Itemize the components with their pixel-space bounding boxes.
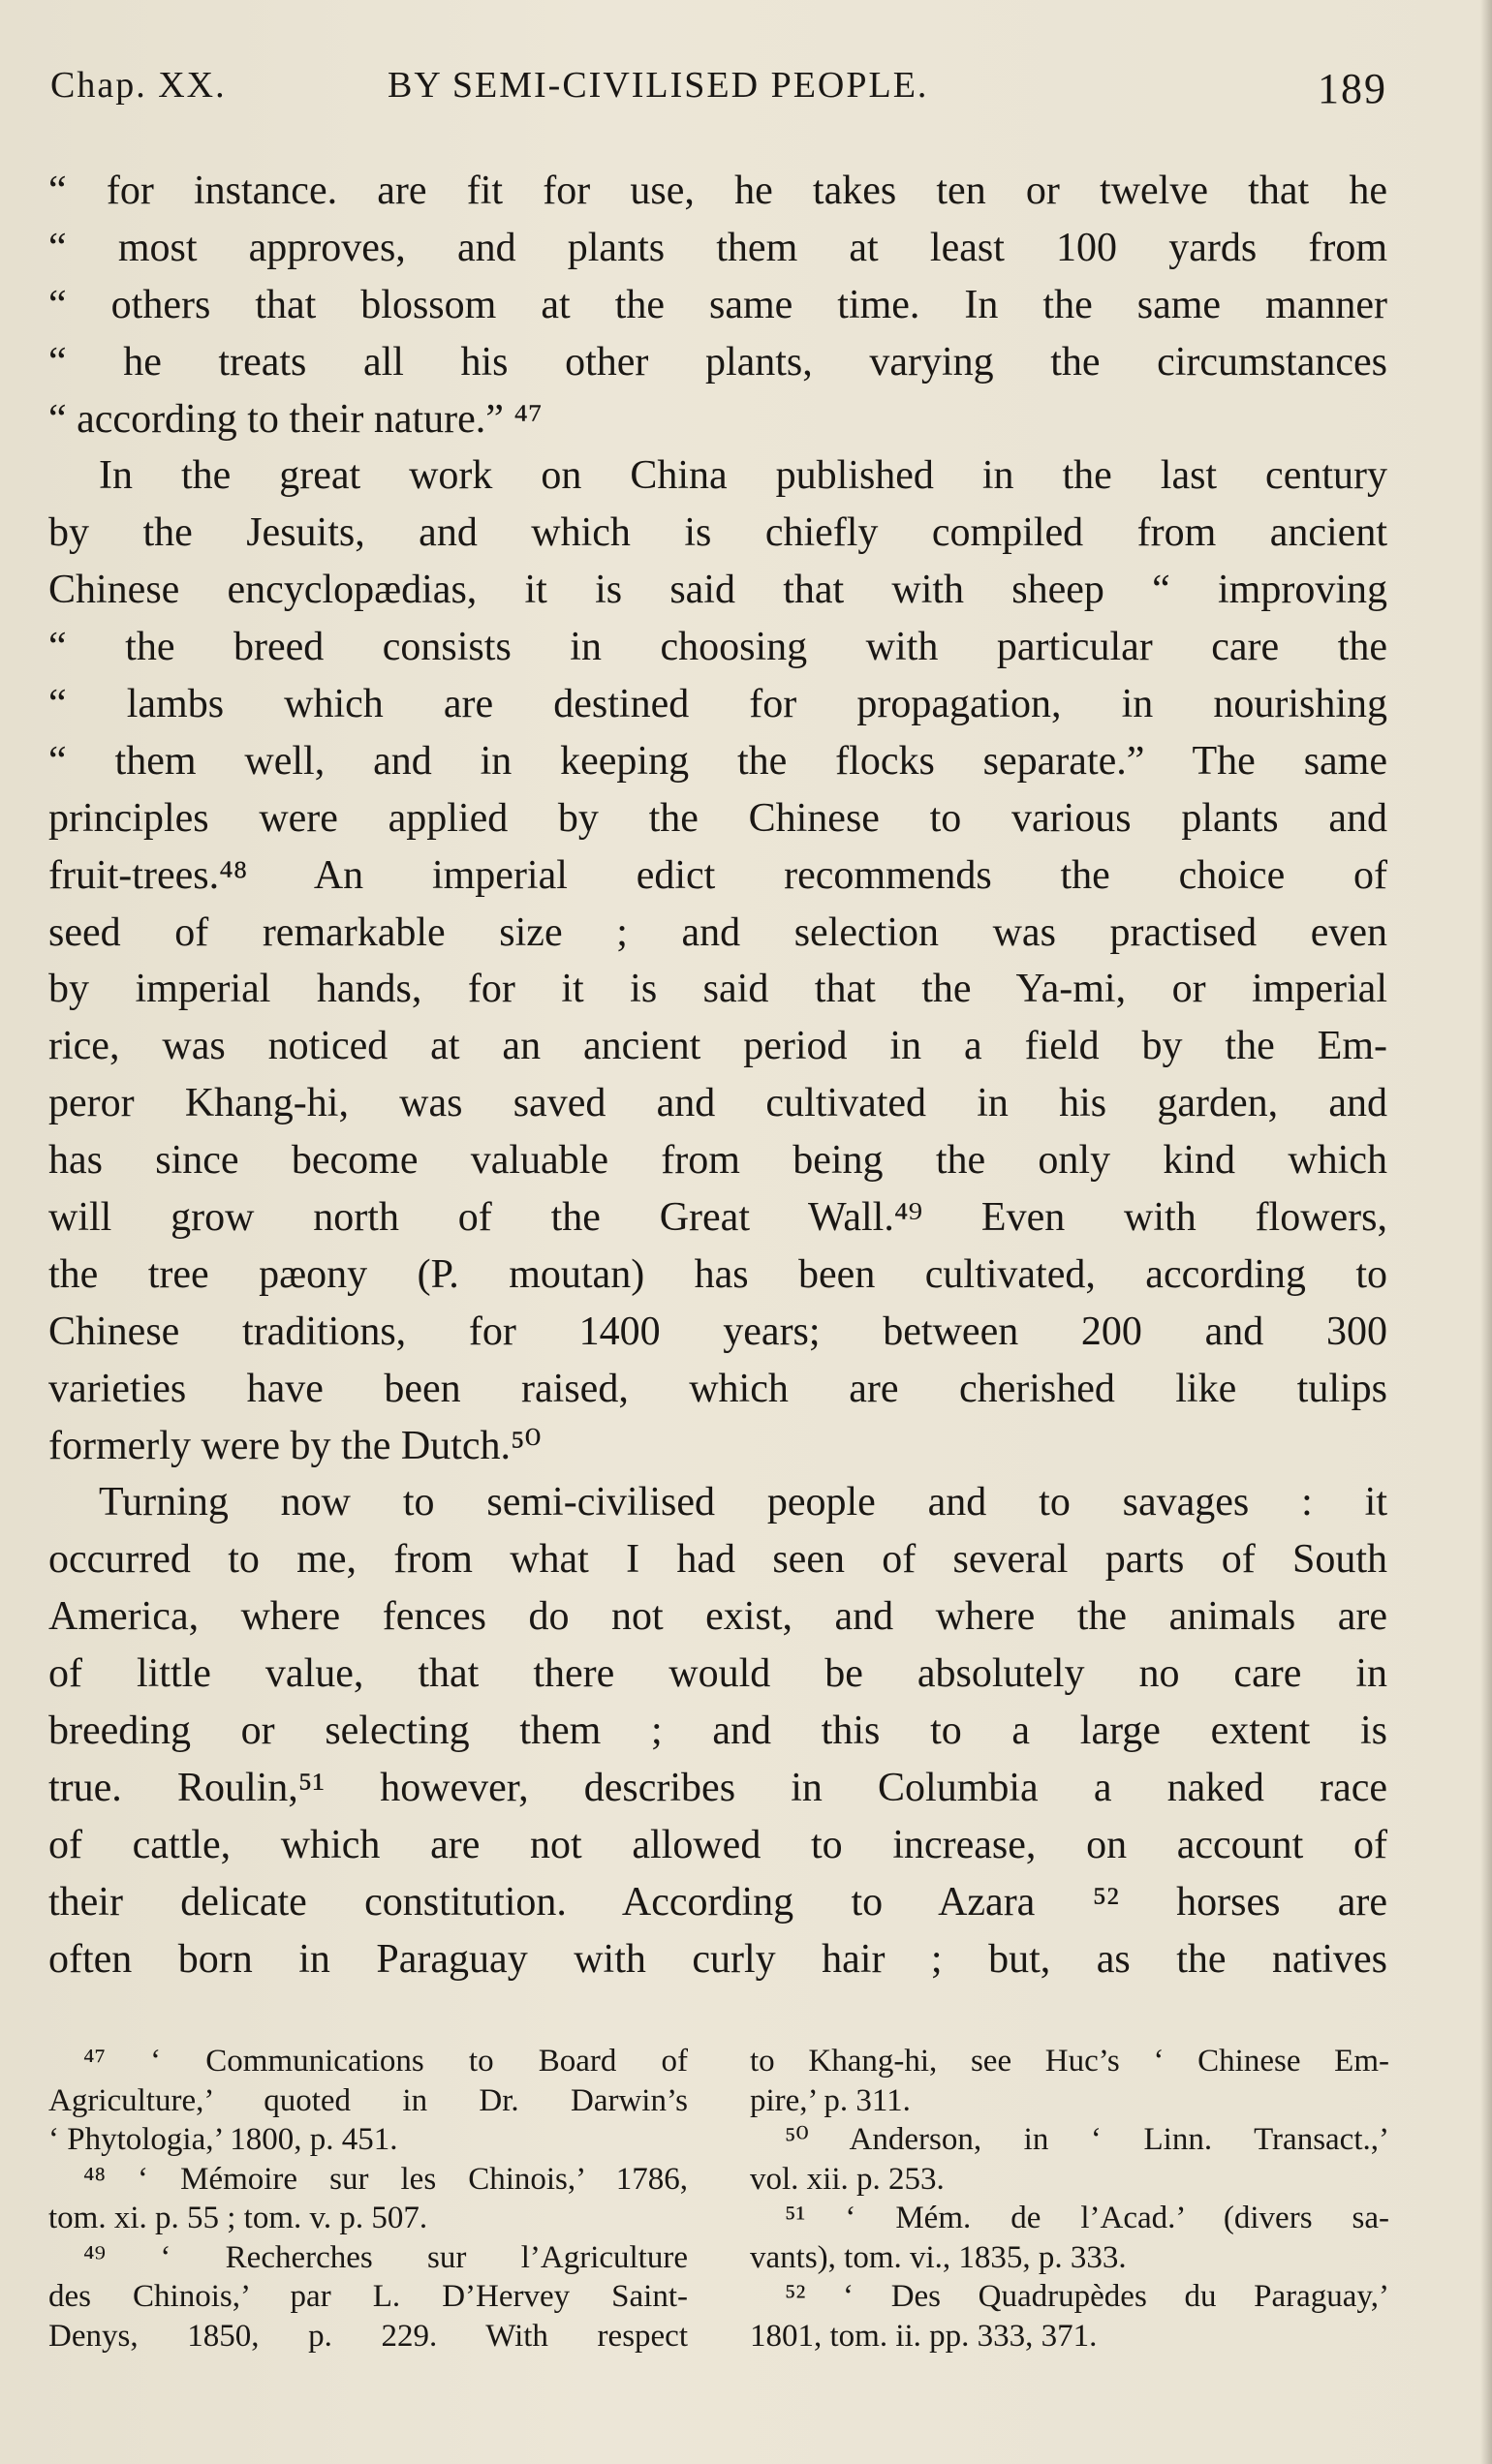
body-line: formerly were by the Dutch.⁵⁰ (48, 1423, 542, 1468)
body-line: “ for instance. are fit for use, he takes ten or twelve that he (48, 169, 1387, 213)
body-line: Chinese traditions, for 1400 years; between 200 and 300 (48, 1309, 1387, 1354)
body-line: “ others that blossom at the same time. In the same manner (48, 282, 1387, 327)
body-line: of little value, that there would be absolutely no care in (48, 1651, 1387, 1697)
body-line: true. Roulin,⁵¹ however, describes in Columbia a naked race (48, 1765, 1387, 1810)
footnote-line: to Khang-hi, see Huc’s ‘ Chinese Em- (750, 2044, 1389, 2079)
body-line: by imperial hands, for it is said that the Ya-mi, or imperial (48, 967, 1387, 1012)
footnote-line: ⁵² ‘ Des Quadrupèdes du Paraguay,’ (785, 2279, 1389, 2314)
footnote-line: Denys, 1850, p. 229. With respect (48, 2318, 688, 2354)
footnote-line: ‘ Phytologia,’ 1800, p. 451. (48, 2122, 398, 2157)
body-line: breeding or selecting them ; and this to a large extent is (48, 1709, 1387, 1754)
running-title: BY SEMI-CIVILISED PEOPLE. (388, 65, 929, 106)
body-text (48, 163, 1387, 1988)
chapter-label: Chap. XX. (50, 65, 227, 106)
body-line: rice, was noticed at an ancient period in a field by the Em- (48, 1024, 1387, 1069)
body-line: principles were applied by the Chinese to various plants and (48, 795, 1387, 841)
body-line: “ the breed consists in choosing with particular care the (48, 625, 1387, 670)
page-edge-shadow (1480, 0, 1492, 2464)
body-line: America, where fences do not exist, and where the animals are (48, 1594, 1387, 1640)
body-line: Chinese encyclopædias, it is said that with sheep “ improving (48, 568, 1387, 613)
body-line: “ according to their nature.” ⁴⁷ (48, 396, 543, 442)
body-line: In the great work on China published in the last century (99, 453, 1387, 499)
body-line: has since become valuable from being the only kind which (48, 1138, 1387, 1184)
footnote-line: ⁴⁹ ‘ Recherches sur l’Agriculture (83, 2239, 688, 2275)
footnote-line: des Chinois,’ par L. D’Hervey Saint- (48, 2279, 688, 2314)
footnote-line: ⁴⁷ ‘ Communications to Board of (83, 2044, 688, 2079)
footnote-line: Agriculture,’ quoted in Dr. Darwin’s (48, 2082, 688, 2118)
footnote-line: ⁴⁸ ‘ Mémoire sur les Chinois,’ 1786, (83, 2161, 688, 2197)
body-line: “ lambs which are destined for propagation, in nourishing (48, 682, 1387, 727)
body-line: of cattle, which are not allowed to increase, on account of (48, 1822, 1387, 1867)
footnote-line: pire,’ p. 311. (750, 2082, 911, 2118)
body-line: fruit-trees.⁴⁸ An imperial edict recommends the choice of (48, 852, 1387, 898)
footnote-line: 1801, tom. ii. pp. 333, 371. (750, 2318, 1098, 2354)
body-line: their delicate constitution. According to Azara ⁵² horses are (48, 1879, 1387, 1925)
body-line: will grow north of the Great Wall.⁴⁹ Even with flowers, (48, 1195, 1387, 1241)
footnote-line: ⁵¹ ‘ Mém. de l’Acad.’ (divers sa- (785, 2201, 1389, 2235)
footnote-line: tom. xi. p. 55 ; tom. v. p. 507. (48, 2201, 428, 2235)
body-line: varieties have been raised, which are cherished like tulips (48, 1366, 1387, 1411)
body-line: “ he treats all his other plants, varying the circumstances (48, 339, 1387, 385)
footnote-line: vants), tom. vi., 1835, p. 333. (750, 2239, 1127, 2275)
footnote-line: ⁵⁰ Anderson, in ‘ Linn. Transact.,’ (785, 2122, 1389, 2157)
body-line: Turning now to semi-civilised people and to savages : it (99, 1480, 1387, 1525)
body-line: the tree pæony (P. moutan) has been cultivated, according to (48, 1251, 1387, 1297)
running-header (50, 64, 1387, 122)
body-line: peror Khang-hi, was saved and cultivated in his garden, and (48, 1081, 1387, 1126)
body-line: often born in Paraguay with curly hair ; but, as the natives (48, 1936, 1387, 1982)
body-line: “ them well, and in keeping the flocks separate.” The same (48, 738, 1387, 784)
body-line: by the Jesuits, and which is chiefly compiled from ancient (48, 510, 1387, 556)
footnotes-left-column (48, 2042, 688, 2356)
footnote-line: vol. xii. p. 253. (750, 2161, 945, 2197)
body-line: occurred to me, from what I had seen of several parts of South (48, 1537, 1387, 1583)
body-line: seed of remarkable size ; and selection was practised even (48, 909, 1387, 955)
page-number: 189 (1318, 65, 1387, 112)
footnotes (48, 2042, 1395, 2371)
footnotes-right-column (750, 2042, 1389, 2356)
body-line: “ most approves, and plants them at least 100 yards from (48, 225, 1387, 270)
